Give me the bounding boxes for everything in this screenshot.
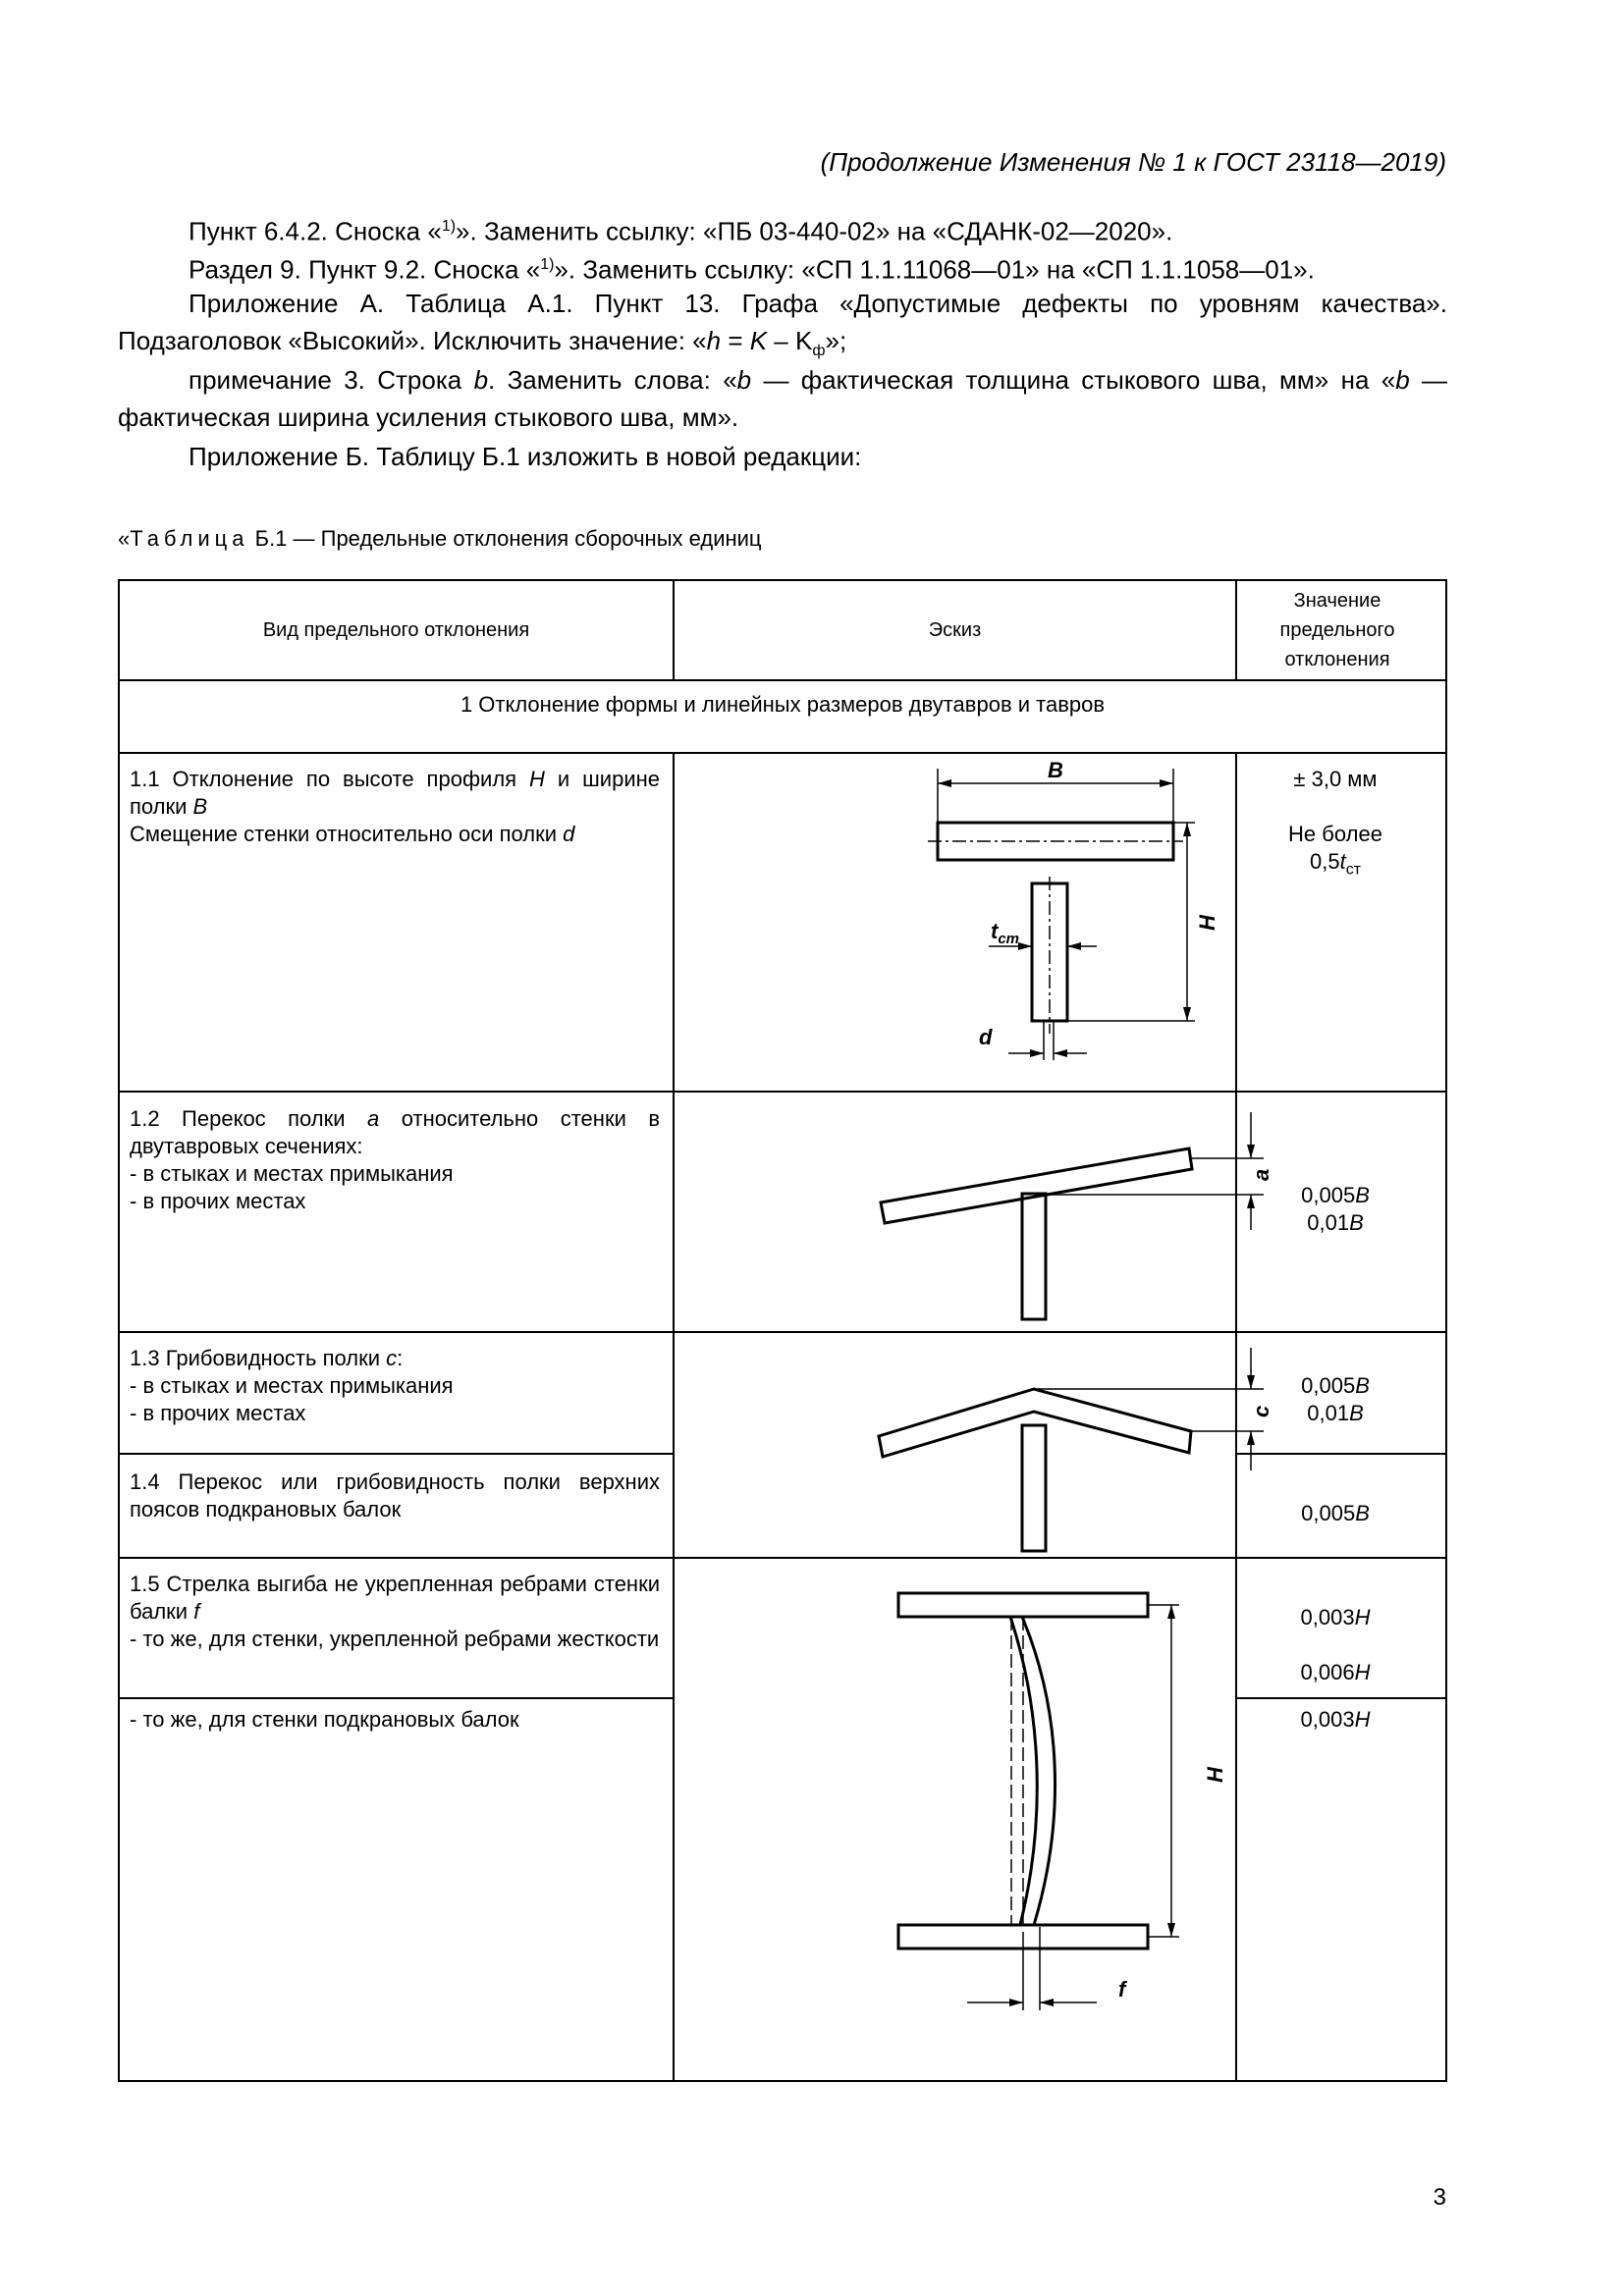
arrow — [1183, 1007, 1191, 1021]
label-f: f — [1118, 1977, 1126, 2002]
arrow — [1030, 1049, 1044, 1057]
label-h: H — [1195, 915, 1219, 931]
arrow — [1247, 1145, 1255, 1158]
label-c: c — [1249, 1405, 1273, 1417]
arrow — [1067, 942, 1081, 950]
deviation-table — [118, 579, 1447, 2082]
sketch-1-1 — [675, 754, 1235, 1091]
label-b: B — [1048, 758, 1063, 782]
arrow — [1183, 823, 1191, 836]
web-rect — [1022, 1425, 1046, 1551]
arrow — [1018, 942, 1032, 950]
sketch-1-2 — [675, 1093, 1273, 1331]
header-sketch: Эскиз — [928, 619, 982, 641]
sketch-1-5 — [675, 1559, 1235, 2080]
arrow — [938, 779, 951, 787]
arrow — [1160, 779, 1173, 787]
arrow — [1247, 1431, 1255, 1445]
arrow — [1009, 1999, 1023, 2006]
row-1-1-value: ± 3,0 мм Не более $0,5t_{ст}$ — [1288, 767, 1382, 879]
row-1-4-desc: 1.4 Перекос или грибовидность полки верхних поясов подкрановых балок — [130, 1469, 660, 1522]
mushroom-flange — [879, 1389, 1191, 1457]
arrow — [1167, 1605, 1175, 1619]
arrow — [1054, 1049, 1067, 1057]
table-caption: «Таблица Б.1 — Предельные отклонения сборочных единиц — [118, 526, 762, 551]
row-1-3-desc: 1.3 Грибовидность полки c: - в стыках и местах примыкания - в прочих местах — [130, 1346, 454, 1425]
row-1-6-value: 0,003H — [1300, 1707, 1371, 1732]
arrow — [1167, 1923, 1175, 1937]
header-value: Значение предельного отклонения — [1279, 590, 1395, 670]
label-h2: H — [1203, 1767, 1227, 1783]
web-rect — [1022, 1194, 1046, 1319]
row-1-3-value: 0,005B 0,01B — [1301, 1373, 1370, 1425]
row-1-1-desc: 1.1 Отклонение по высоте профиля H и ширине полки B Смещение стенки относительно оси полки d — [130, 767, 660, 846]
row-1-6-desc: - то же, для стенки подкрановых балок — [130, 1707, 519, 1732]
web-curve-right — [1022, 1617, 1056, 1925]
paragraph-4: примечание 3. Строка b. Заменить слова: «b — фактическая толщина стыкового шва, мм» на «b — фактическая ширина усиления стыкового шва, мм». — [118, 365, 1447, 432]
paragraph-3: Приложение А. Таблица А.1. Пункт 13. Графа «Допустимые дефекты по уровням качества». Подзаголовок «Высокий». Исключить значение: «$h = K - K_ф$»; — [118, 289, 1447, 360]
label-a: a — [1249, 1168, 1273, 1181]
paragraph-5: Приложение Б. Таблицу Б.1 изложить в новой редакции: — [189, 442, 862, 471]
top-flange — [898, 1593, 1148, 1617]
row-1-5-value: 0,003H 0,006H — [1300, 1605, 1371, 1684]
sketch-1-3 — [675, 1333, 1273, 1557]
paragraph-2: Раздел 9. Пункт 9.2. Сноска «$^{1)}$». Заменить ссылку: «СП 1.1.11068—01» на «СП 1.1.1058—01». — [189, 254, 1315, 285]
header-kind: Вид предельного отклонения — [262, 619, 530, 641]
tilted-flange — [881, 1148, 1192, 1223]
row-1-5-desc: 1.5 Стрелка выгиба не укрепленная ребрами стенки балки f - то же, для стенки, укрепленной ребрами жесткости — [130, 1572, 660, 1651]
arrow — [1040, 1999, 1054, 2006]
paragraph-1: Пункт 6.4.2. Сноска «$^{1)}$». Заменить ссылку: «ПБ 03-440-02» на «СДАНК-02—2020». — [189, 216, 1173, 246]
label-d: d — [979, 1025, 993, 1049]
page-number: 3 — [1433, 2184, 1446, 2211]
row-1-2-value: 0,005B 0,01B — [1301, 1183, 1370, 1235]
row-1-2-desc: 1.2 Перекос полки a относительно стенки в двутавровых сечениях: - в стыках и местах примыкания - в прочих местах — [130, 1106, 661, 1213]
label-t: $t_{ст}$ — [991, 919, 1020, 947]
document-header: (Продолжение Изменения № 1 к ГОСТ 23118—2019) — [820, 147, 1446, 177]
section-1-title: 1 Отклонение формы и линейных размеров двутавров и тавров — [460, 692, 1106, 717]
row-1-4-value: 0,005B — [1301, 1501, 1370, 1525]
